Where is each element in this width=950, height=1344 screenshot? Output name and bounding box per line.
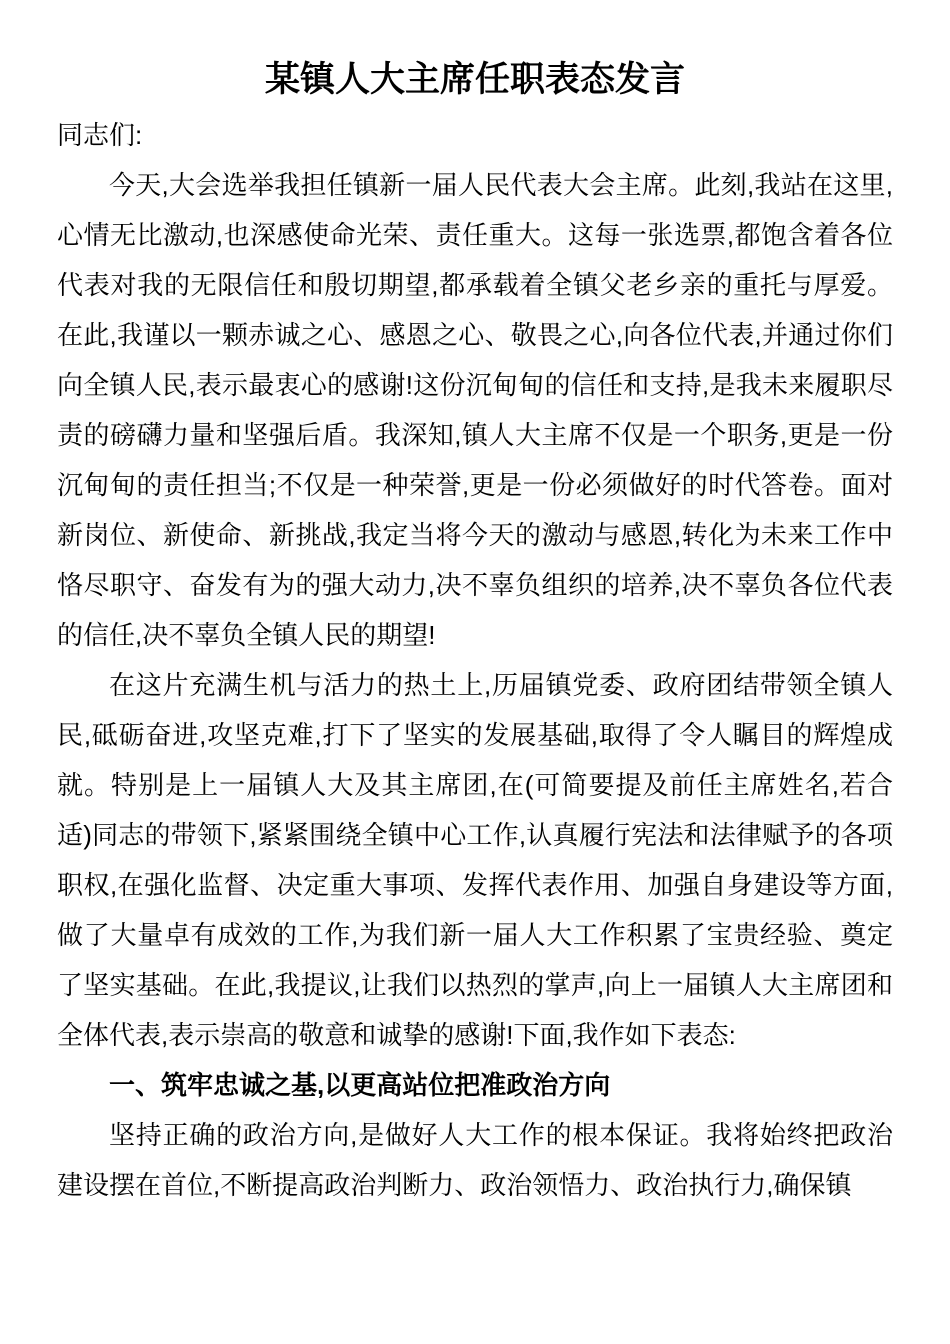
salutation: 同志们: (57, 120, 143, 150)
section-heading: 一、筑牢忠诚之基,以更高站位把准政治方向 (109, 1070, 611, 1100)
document-body (57, 110, 893, 1210)
paragraph-container (57, 160, 893, 1210)
document-title: 某镇人大主席任职表态发言 (264, 60, 685, 99)
body-paragraph: 今天,大会选举我担任镇新一届人民代表大会主席。此刻,我站在这里,心情无比激动,也深感使命光荣、责任重大。这每一张选票,都饱含着各位代表对我的无限信任和殷切期望,都承载着全镇父老乡亲的重托与厚爱。在此,我谨以一颗赤诚之心、感恩之心、敬畏之心,向各位代表,并通过你们向全镇人民,表示最衷心的感谢!这份沉甸甸的信任和支持,是我未来履职尽责的磅礴力量和坚强后盾。我深知,镇人大主席不仅是一个职务,更是一份沉甸甸的责任担当;不仅是一种荣誉,更是一份必须做好的时代答卷。面对新岗位、新使命、新挑战,我定当将今天的激动与感恩,转化为未来工作中恪尽职守、奋发有为的强大动力,决不辜负组织的培养,决不辜负各位代表的信任,决不辜负全镇人民的期望! (57, 170, 893, 650)
body-paragraph: 坚持正确的政治方向,是做好人大工作的根本保证。我将始终把政治建设摆在首位,不断提高政治判断力、政治领悟力、政治执行力,确保镇 (57, 1120, 893, 1200)
body-paragraph: 在这片充满生机与活力的热土上,历届镇党委、政府团结带领全镇人民,砥砺奋进,攻坚克难,打下了坚实的发展基础,取得了令人瞩目的辉煌成就。特别是上一届镇人大及其主席团,在(可简要提及前任主席姓名,若合适)同志的带领下,紧紧围绕全镇中心工作,认真履行宪法和法律赋予的各项职权,在强化监督、决定重大事项、发挥代表作用、加强自身建设等方面,做了大量卓有成效的工作,为我们新一届人大工作积累了宝贵经验、奠定了坚实基础。在此,我提议,让我们以热烈的掌声,向上一届镇人大主席团和全体代表,表示崇高的敬意和诚挚的感谢!下面,我作如下表态: (57, 670, 893, 1050)
